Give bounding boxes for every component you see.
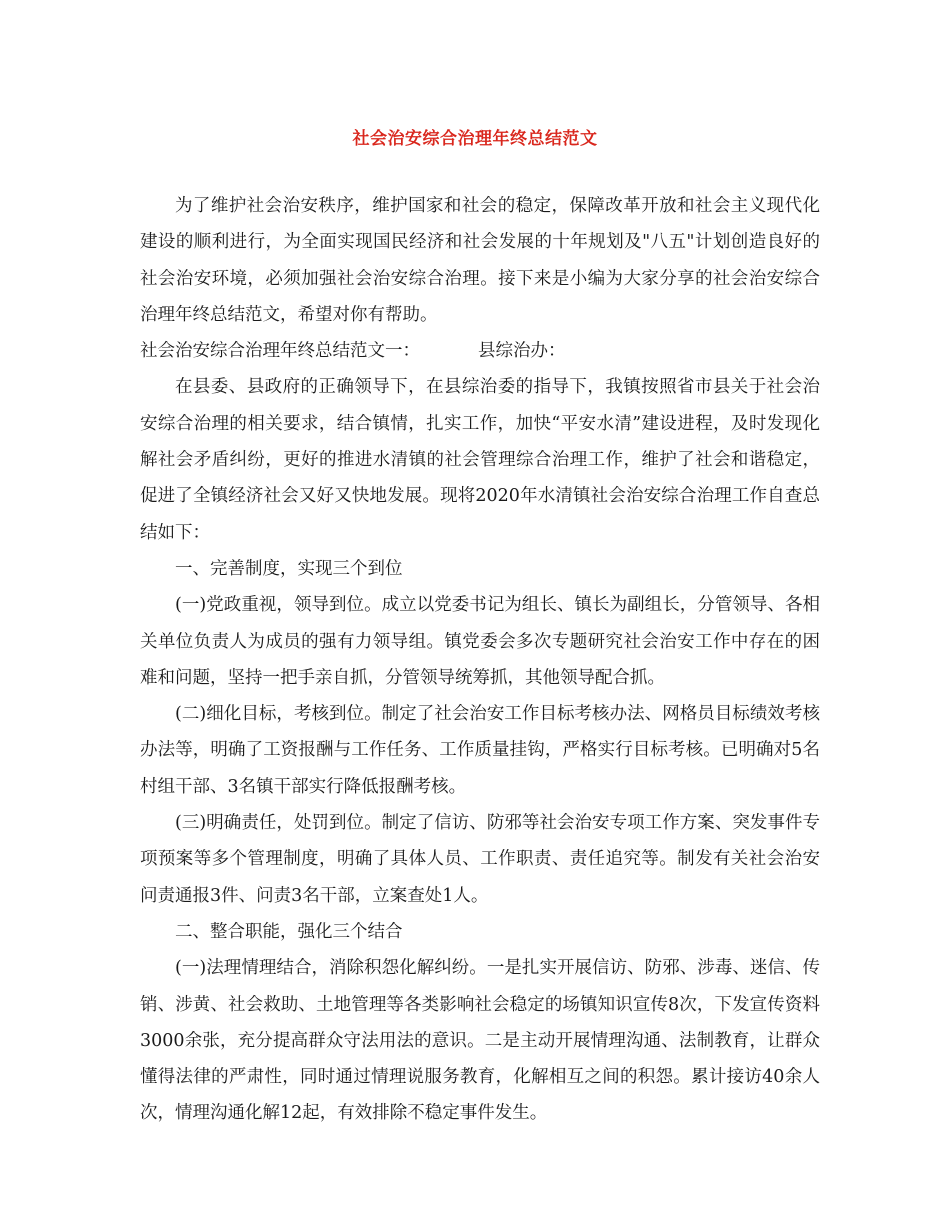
section-heading: 二、整合职能，强化三个结合 — [175, 921, 403, 942]
section-heading: 一、完善制度，实现三个到位 — [175, 558, 403, 579]
sample-heading: 社会治安综合治理年终总结范文一： — [140, 341, 420, 362]
intro-paragraph: 为了维护社会治安秩序，维护国家和社会的稳定，保障改革开放和社会主义现代化建设的顺利进行，为全面实现国民经济和社会发展的十年规划及"八五"计划创造良好的社会治安环境，必须加强社会治安综合治理。接下来是小编为大家分享的社会治安综合治理年终总结范文，希望对你有帮助。 — [140, 196, 820, 325]
body-paragraph: (二)细化目标，考核到位。制定了社会治安工作目标考核办法、网格员目标绩效考核办法等，明确了工资报酬与工作任务、工作质量挂钩，严格实行目标考核。已明确对5名村组干部、3名镇干部实行降低报酬考核。 — [140, 704, 820, 797]
document-title: 社会治安综合治理年终总结范文 — [352, 129, 598, 149]
body-paragraph: (三)明确责任，处罚到位。制定了信访、防邪等社会治安专项工作方案、突发事件专项预案等多个管理制度，明确了具体人员、工作职责、责任追究等。制发有关社会治安问责通报3件、问责3名干部，立案查处1人。 — [140, 813, 820, 906]
body-paragraph: 在县委、县政府的正确领导下，在县综治委的指导下，我镇按照省市县关于社会治安综合治理的相关要求，结合镇情，扎实工作，加快“平安水清”建设进程，及时发现化解社会矛盾纠纷，更好的推进水清镇的社会管理综合治理工作，维护了社会和谐稳定，促进了全镇经济社会又好又快地发展。现将2020年水清镇社会治安综合治理工作自查总结如下： — [140, 377, 820, 543]
document-body — [140, 188, 820, 1132]
sample-heading-line — [140, 333, 820, 369]
body-paragraph: (一)党政重视，领导到位。成立以党委书记为组长、镇长为副组长，分管领导、各相关单位负责人为成员的强有力领导组。镇党委会多次专题研究社会治安工作中存在的困难和问题，坚持一把手亲自抓，分管领导统筹抓，其他领导配合抓。 — [140, 595, 820, 688]
sample-org: 县综治办： — [478, 341, 566, 362]
body-paragraph: (一)法理情理结合，消除积怨化解纠纷。一是扎实开展信访、防邪、涉毒、迷信、传销、涉黄、社会救助、土地管理等各类影响社会稳定的场镇知识宣传8次，下发宣传资料3000余张，充分提高群众守法用法的意识。二是主动开展情理沟通、法制教育，让群众懂得法律的严肃性，同时通过情理说服务教育，化解相互之间的积怨。累计接访40余人次，情理沟通化解12起，有效排除不稳定事件发生。 — [140, 958, 820, 1124]
